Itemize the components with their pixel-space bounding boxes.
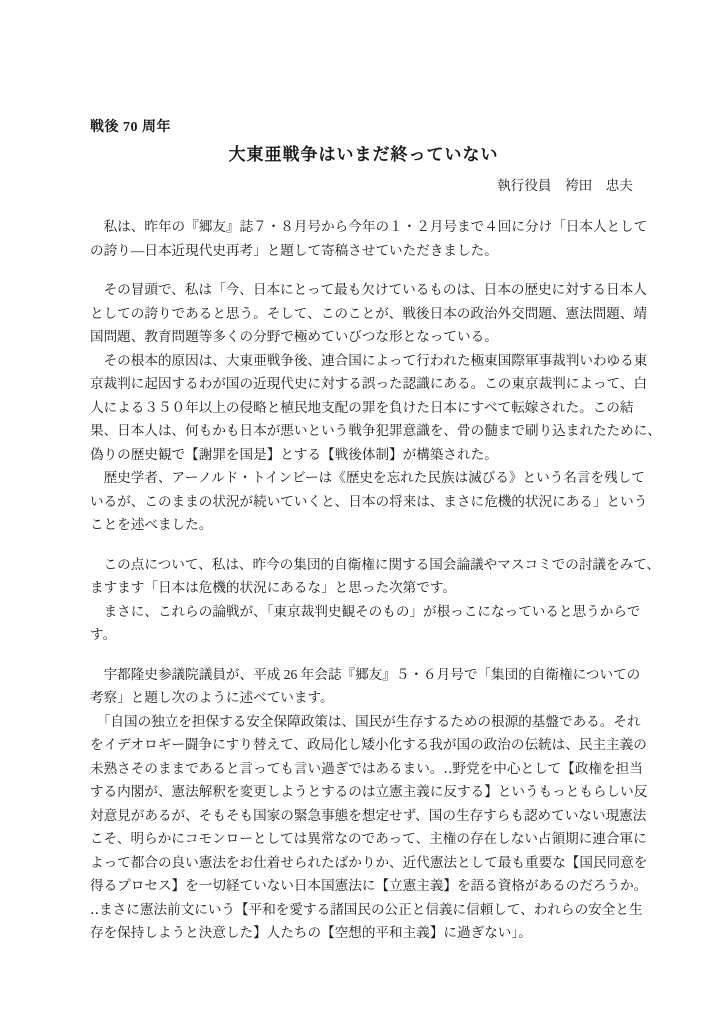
body-line: 偽りの歴史観で【謝罪を国是】とする【戦後体制】が構築された。 xyxy=(90,446,498,462)
body-line: 宇都隆史参議院議員が、平成 26 年会誌『郷友』５・６月号で「集団的自衛権についての xyxy=(90,666,641,682)
document-title: 大東亜戦争はいまだ終っていない xyxy=(228,145,499,164)
document-header: 戦後 70 周年 xyxy=(90,120,171,135)
body-line: この点について、私は、昨今の集団的自衛権に関する国会論議やマスコミでの討議をみて、 xyxy=(90,556,661,572)
body-line: 歴史学者、アーノルド・トインビーは《歴史を忘れた民族は滅びる》という名言を残して xyxy=(90,470,645,485)
body-line: 得るプロセス】を一切経ていない日本国憲法に【立憲主義】を語る資格があるのだろうか。 xyxy=(90,878,648,893)
body-line: する内閣が、憲法解釈を変更しようとするのは立憲主義に反する】というもっともらしい反 xyxy=(90,784,648,799)
body-line: ますます「日本は危機的状況にあるな」と思った次第です。 xyxy=(90,580,456,595)
body-line: 国問題、教育問題等多くの分野で極めていびつな形となっている。 xyxy=(90,329,498,344)
body-line: す。 xyxy=(90,627,117,642)
body-line: その根本的原因は、大東亜戦争後、連合国によって行われた極東国際軍事裁判いわゆる東 xyxy=(90,352,648,368)
body-line: ‥まさに憲法前文にいう【平和を愛する諸国民の公正と信義に信頼して、われらの安全と生 xyxy=(90,901,643,917)
body-line: 京裁判に起因するわが国の近現代史に対する誤った認識にある。この東京裁判によって、白 xyxy=(90,376,648,391)
body-line: 「自国の独立を担保する安全保障政策は、国民が生存するための根源的基盤である。それ xyxy=(90,713,641,729)
body-line: としての誇りであると思う。そして、このことが、戦後日本の政治外交問題、憲法問題、靖 xyxy=(90,305,648,321)
body-line: ことを述べました。 xyxy=(90,517,213,532)
body-line: 未熟さそのままであると言っても言い過ぎではあるまい。‥野党を中心として【政権を担当 xyxy=(90,760,643,776)
body-line: その冒頭で、私は「今、日本にとって最も欠けているものは、日本の歴史に対する日本人 xyxy=(90,282,647,297)
body-line: いるが、このままの状況が続いていくと、日本の将来は、まさに危機的状況にある」という xyxy=(90,493,648,509)
document-author: 執行役員 袴田 忠夫 xyxy=(497,178,633,193)
body-line: 私は、昨年の『郷友』誌７・８月号から今年の１・２月号まで４回に分け「日本人として xyxy=(90,219,648,234)
body-line: 果、日本人は、何もかも日本が悪いという戦争犯罪意識を、骨の髄まで刷り込まれたために、 xyxy=(90,423,661,438)
body-line: こそ、明らかにコモンローとしては異常なのであって、主権の存在しない占領期に連合軍に xyxy=(90,831,647,846)
body-line: をイデオロギー闘争にすり替えて、政局化し矮小化する我が国の政治の伝統は、民主主義の xyxy=(90,737,647,752)
body-line: よって都合の良い憲法をお仕着せられたばかりか、近代憲法として最も重要な【国民同意を xyxy=(90,854,648,870)
body-line xyxy=(90,647,637,663)
body-line: 対意見があるが、そもそも国家の緊急事態を想定せず、国の生存すらも認めていない現憲法 xyxy=(90,807,647,823)
body-line: 存を保持しようと決意した】人たちの【空想的平和主義】に過ぎない」。 xyxy=(90,925,532,940)
body-line xyxy=(90,262,637,278)
body-line: 考察」と題し次のように述べています。 xyxy=(90,690,334,705)
body-line xyxy=(90,537,637,553)
document-body xyxy=(90,215,661,945)
body-line: 人による３５０年以上の侵略と植民地支配の罪を負けた日本にすべて転嫁された。この結 xyxy=(90,399,634,415)
body-line: まさに、これらの論戦が、「東京裁判史観そのもの」が根っこになっていると思うからで xyxy=(90,603,641,619)
body-line: の誇り―日本近現代史再考」と題して寄稿させていただきました。 xyxy=(90,242,498,258)
